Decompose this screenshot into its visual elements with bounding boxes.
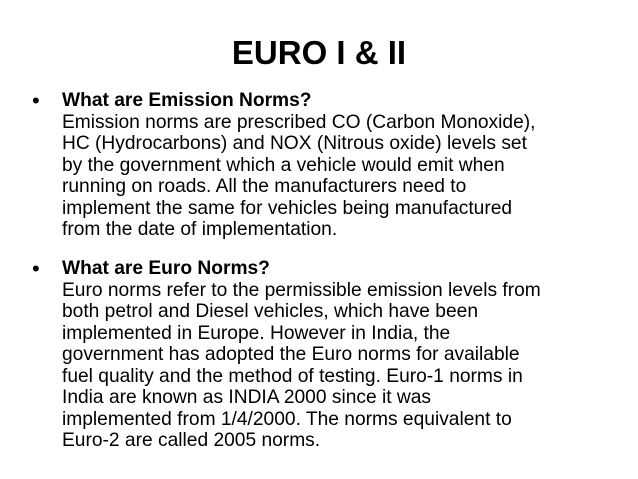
bullet-line: government has adopted the Euro norms for available <box>62 344 520 365</box>
bullet-line: Euro norms refer to the permissible emission levels from <box>62 279 541 301</box>
bullet-line: India are known as INDIA 2000 since it was <box>62 387 432 408</box>
bullet-line: Euro-2 are called 2005 norms. <box>62 430 321 451</box>
bullet-marker: • <box>32 88 40 113</box>
bullet-line: fuel quality and the method of testing. Euro-1 norms in <box>62 365 523 387</box>
bullet-line: implemented from 1/4/2000. The norms equivalent to <box>62 408 512 430</box>
bullet-heading: What are Euro Norms? <box>62 258 270 279</box>
bullet-heading: What are Emission Norms? <box>62 90 312 111</box>
bullet-line: implemented in Europe. However in India, the <box>62 322 451 344</box>
slide-title: EURO I & II <box>231 34 407 71</box>
bullet-line: from the date of implementation. <box>62 219 338 240</box>
bullet-line: implement the same for vehicles being manufactured <box>62 197 513 219</box>
bullet-text <box>62 258 541 452</box>
bullet-line: HC (Hydrocarbons) and NOX (Nitrous oxide) levels set <box>62 133 527 154</box>
bullet-line: Emission norms are prescribed CO (Carbon Monoxide), <box>62 111 536 133</box>
bullet-line: running on roads. All the manufacturers need to <box>62 176 467 197</box>
bullet-line: by the government which a vehicle would emit when <box>62 154 505 176</box>
bullet-line: both petrol and Diesel vehicles, which have been <box>62 301 478 322</box>
bullet-marker: • <box>32 256 40 281</box>
bullet-text <box>62 90 535 241</box>
